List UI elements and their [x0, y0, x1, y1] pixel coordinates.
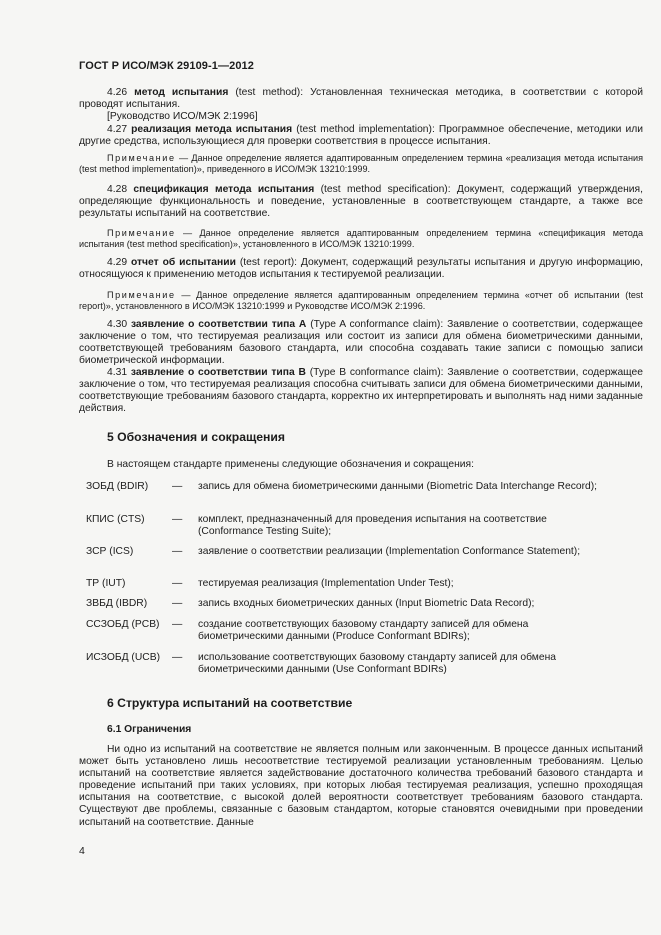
abbreviation-term: ЗВБД (IBDR) — [86, 598, 148, 609]
abbreviation-term: ИСЗОБД (UCB) — [86, 652, 161, 663]
note-label: Примечание — [107, 290, 176, 300]
definition-term: реализация метода испытания — [131, 124, 293, 135]
abbreviation-dash: — — [172, 619, 183, 630]
note-text: — Данное определение является адаптированным определением термина «отчет об испытании (test report)», установленного в ИСО/МЭК 13210:1999 и Руководстве ИСО/МЭК 2:1996. — [79, 290, 643, 312]
subsection-6-1-heading: 6.1 Ограничения — [107, 724, 192, 735]
definition-term: метод испытания — [134, 87, 229, 98]
definition-note — [79, 228, 643, 251]
abbreviation-term: ТР (IUT) — [86, 578, 126, 589]
abbreviation-definition: комплект, предназначенный для проведения испытания на соответствие (Conformance Testing Suite); — [198, 514, 547, 538]
definition-text: (test report): Документ, содержащий результаты испытания и другую информацию, относящуюся к применению методов испытания к тестируемой реализации. — [79, 257, 643, 281]
definition-number: 4.31 — [107, 367, 128, 378]
abbreviation-term: КПИС (CTS) — [86, 514, 145, 525]
definition-number: 4.30 — [107, 319, 128, 330]
definition-number: 4.26 — [107, 87, 128, 98]
section-6-heading: 6 Структура испытаний на соответствие — [107, 696, 353, 710]
definition-4-30 — [79, 319, 643, 367]
note-text: — Данное определение является адаптированным определением термина «спецификация метода испытания (test method specification)», установленного в ИСО/МЭК 13210:1999. — [79, 228, 643, 250]
note-label: Примечание — [107, 153, 176, 163]
definition-text: (Type A conformance claim): Заявление о соответствии, содержащее заключение о том, что тестируемая реализация или состоит из записи для обмена биометрическими данными, соответствующей требованиям базового стандарта, или способна создавать такие записи с помощью записи биометрической информации. — [79, 319, 643, 367]
abbreviation-definition: запись входных биометрических данных (Input Biometric Data Record); — [198, 598, 535, 609]
definition-4-27 — [79, 124, 643, 148]
section-5-heading: 5 Обозначения и сокращения — [107, 430, 286, 444]
definition-term: заявление о соответствии типа В — [130, 367, 306, 378]
abbreviation-dash: — — [172, 652, 183, 663]
definition-note — [79, 153, 643, 176]
definition-text: (test method): Установленная техническая методика, в соответствии с которой проводят испытания. — [79, 87, 643, 111]
note-text: — Данное определение является адаптированным определением термина «реализация метода испытания (test method implementation)», приведенного в ИСО/МЭК 13210:1999. — [79, 153, 643, 175]
section-6-1-body: Ни одно из испытаний на соответствие не является полным или законченным. В процессе данных испытаний может быть установлено лишь несоответствие тестируемой реализации установленным требованиям. Целью испытаний на соответствие является задействование достаточного количества требований базового стандарта и проведение испытаний при таких условиях, при которых любая тестируемая реализация, успешно проходящая испытания на соответствие, с высокой долей вероятности соответствует требованиям базового стандарта. Существуют две проблемы, связанные с базовым стандартом, которые становятся очевидными при проведении испытаний на соответствие. Данные — [79, 744, 643, 828]
abbreviation-dash: — — [172, 578, 183, 589]
definition-term: отчет об испытании — [130, 257, 236, 268]
abbreviation-dash: — — [172, 546, 183, 557]
definition-term: спецификация метода испытания — [133, 184, 315, 195]
abbreviation-definition: тестируемая реализация (Implementation Under Test); — [198, 578, 454, 589]
abbreviation-definition: заявление о соответствии реализации (Implementation Conformance Statement); — [198, 546, 581, 557]
definition-term: заявление о соответствии типа А — [130, 319, 307, 330]
section-5-intro: В настоящем стандарте применены следующие обозначения и сокращения: — [107, 459, 474, 470]
definition-4-31 — [79, 367, 643, 415]
abbreviation-term: ЗСР (ICS) — [86, 546, 134, 557]
document-header: ГОСТ Р ИСО/МЭК 29109-1—2012 — [79, 60, 254, 72]
abbreviation-dash: — — [172, 481, 183, 492]
definition-text: (Type B conformance claim): Заявление о соответствии, содержащее заключение о том, что тестируемая реализация способна считывать записи для обмена биометрическими данными, соответствующие требованиям базового стандарта, корректно их интерпретировать и выполнять над ними заданные действия. — [79, 367, 643, 415]
definition-number: 4.28 — [107, 184, 128, 195]
definition-text: (test method specification): Документ, содержащий утверждения, определяющие функциональность и поведение, установленные в соответствующем стандарте, а также все результаты испытаний на соответствие. — [79, 184, 643, 220]
abbreviation-term: ЗОБД (BDIR) — [86, 481, 149, 492]
definition-text: (test method implementation): Программное обеспечение, методики или другие средства, использующиеся для проверки соответствия в процессе испытания. — [79, 124, 643, 148]
definition-4-29 — [79, 257, 643, 281]
abbreviation-dash: — — [172, 514, 183, 525]
definition-reference: [Руководство ИСО/МЭК 2:1996] — [107, 111, 258, 122]
definition-number: 4.29 — [107, 257, 128, 268]
definition-note — [79, 290, 643, 313]
page-number: 4 — [79, 845, 85, 857]
abbreviation-dash: — — [172, 598, 183, 609]
definition-4-26 — [79, 87, 643, 111]
abbreviation-definition: использование соответствующих базовому стандарту записей для обмена биометрическими данными (Use Conformant BDIRs) — [198, 652, 557, 676]
abbreviation-term: ССЗОБД (PCB) — [86, 619, 160, 630]
note-label: Примечание — [107, 228, 176, 238]
abbreviation-definition: запись для обмена биометрическими данными (Biometric Data Interchange Record); — [198, 481, 598, 492]
abbreviation-definition: создание соответствующих базовому стандарту записей для обмена биометрическими данными (Produce Conformant BDIRs); — [198, 619, 529, 643]
definition-number: 4.27 — [107, 124, 128, 135]
definition-4-28 — [79, 184, 643, 220]
